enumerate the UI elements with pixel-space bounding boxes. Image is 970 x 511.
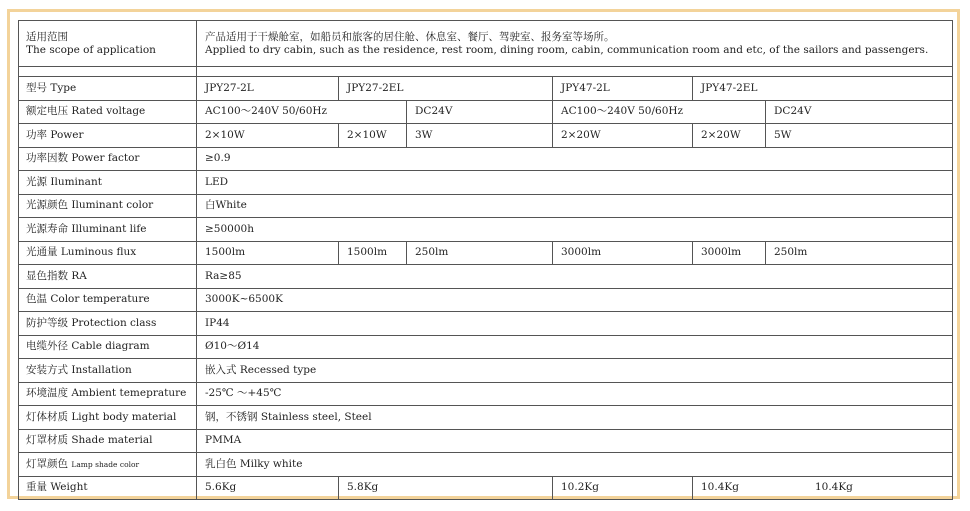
flux-c5: 3000lm xyxy=(693,241,766,265)
installation-label: 安装方式 Installation xyxy=(19,359,197,383)
shade-color-row xyxy=(19,453,953,477)
ambient-row xyxy=(19,382,953,406)
shade-color-label-cn: 灯罩颜色 xyxy=(26,457,68,470)
illuminant-life-value: ≥50000h xyxy=(197,218,953,242)
flux-c4: 3000lm xyxy=(553,241,693,265)
power-factor-label: 功率因数 Power factor xyxy=(19,147,197,171)
protection-row xyxy=(19,312,953,336)
power-c3: 3W xyxy=(407,124,553,148)
ambient-value: -25℃ ～+45℃ xyxy=(197,382,953,406)
power-c1: 2×10W xyxy=(197,124,339,148)
weight-c2: 5.8Kg xyxy=(339,476,553,500)
weight-c4: 10.4Kg xyxy=(701,481,739,494)
flux-c2: 1500lm xyxy=(339,241,407,265)
weight-row xyxy=(19,476,953,500)
body-material-value: 钢，不锈钢 Stainless steel, Steel xyxy=(197,406,953,430)
ambient-label: 环境温度 Ambient temeprature xyxy=(19,382,197,406)
voltage-c3: AC100～240V 50/60Hz xyxy=(553,100,766,124)
illuminant-life-label: 光源寿命 Illuminant life xyxy=(19,218,197,242)
voltage-row xyxy=(19,100,953,124)
weight-c1: 5.6Kg xyxy=(197,476,339,500)
voltage-c2: DC24V xyxy=(407,100,553,124)
shade-color-value: 乳白色 Milky white xyxy=(197,453,953,477)
weight-c4-c5 xyxy=(693,476,953,500)
type-label: 型号 Type xyxy=(19,77,197,101)
spec-table xyxy=(18,20,953,500)
power-factor-row xyxy=(19,147,953,171)
type-c3: JPY47-2L xyxy=(553,77,693,101)
installation-row xyxy=(19,359,953,383)
voltage-c1: AC100～240V 50/60Hz xyxy=(197,100,407,124)
scope-value xyxy=(197,21,953,67)
color-temp-row xyxy=(19,288,953,312)
ra-label: 显色指数 RA xyxy=(19,265,197,289)
weight-c3: 10.2Kg xyxy=(553,476,693,500)
ra-row xyxy=(19,265,953,289)
flux-c1: 1500lm xyxy=(197,241,339,265)
flux-label: 光通量 Luminous flux xyxy=(19,241,197,265)
voltage-label: 额定电压 Rated voltage xyxy=(19,100,197,124)
illuminant-color-row xyxy=(19,194,953,218)
type-c4: JPY47-2EL xyxy=(693,77,953,101)
power-c2: 2×10W xyxy=(339,124,407,148)
scope-row xyxy=(19,21,953,67)
spacer-row xyxy=(19,67,953,77)
cable-value: Ø10～Ø14 xyxy=(197,335,953,359)
scope-value-cn: 产品适用于干燥舱室，如船员和旅客的居住舱、休息室、餐厅、驾驶室、报务室等场所。 xyxy=(205,30,615,43)
body-material-row xyxy=(19,406,953,430)
cable-label: 电缆外径 Cable diagram xyxy=(19,335,197,359)
scope-label-en: The scope of application xyxy=(26,43,156,56)
power-row xyxy=(19,124,953,148)
illuminant-color-value: 白White xyxy=(197,194,953,218)
illuminant-row xyxy=(19,171,953,195)
scope-label xyxy=(19,21,197,67)
shade-color-label-en: Lamp shade color xyxy=(71,459,140,469)
power-factor-value: ≥0.9 xyxy=(197,147,953,171)
cable-row xyxy=(19,335,953,359)
protection-label: 防护等级 Protection class xyxy=(19,312,197,336)
type-c1: JPY27-2L xyxy=(197,77,339,101)
flux-row xyxy=(19,241,953,265)
shade-color-label xyxy=(19,453,197,477)
color-temp-value: 3000K~6500K xyxy=(197,288,953,312)
installation-value: 嵌入式 Recessed type xyxy=(197,359,953,383)
voltage-c4: DC24V xyxy=(766,100,953,124)
illuminant-color-label: 光源颜色 Iluminant color xyxy=(19,194,197,218)
power-c4: 2×20W xyxy=(553,124,693,148)
illuminant-value: LED xyxy=(197,171,953,195)
power-c5: 2×20W xyxy=(693,124,766,148)
body-material-label: 灯体材质 Light body material xyxy=(19,406,197,430)
shade-material-row xyxy=(19,429,953,453)
illuminant-life-row xyxy=(19,218,953,242)
scope-value-en: Applied to dry cabin, such as the residence, rest room, dining room, cabin, communication room and etc, of the sailors and passengers. xyxy=(205,43,929,56)
scope-label-cn: 适用范围 xyxy=(26,30,68,43)
type-row xyxy=(19,77,953,101)
flux-c6: 250lm xyxy=(766,241,953,265)
shade-material-label: 灯罩材质 Shade material xyxy=(19,429,197,453)
type-c2: JPY27-2EL xyxy=(339,77,553,101)
flux-c3: 250lm xyxy=(407,241,553,265)
weight-c5: 10.4Kg xyxy=(814,481,853,494)
weight-label: 重量 Weight xyxy=(19,476,197,500)
power-c6: 5W xyxy=(766,124,953,148)
illuminant-label: 光源 Iluminant xyxy=(19,171,197,195)
shade-material-value: PMMA xyxy=(197,429,953,453)
power-label: 功率 Power xyxy=(19,124,197,148)
protection-value: IP44 xyxy=(197,312,953,336)
ra-value: Ra≥85 xyxy=(197,265,953,289)
color-temp-label: 色温 Color temperature xyxy=(19,288,197,312)
